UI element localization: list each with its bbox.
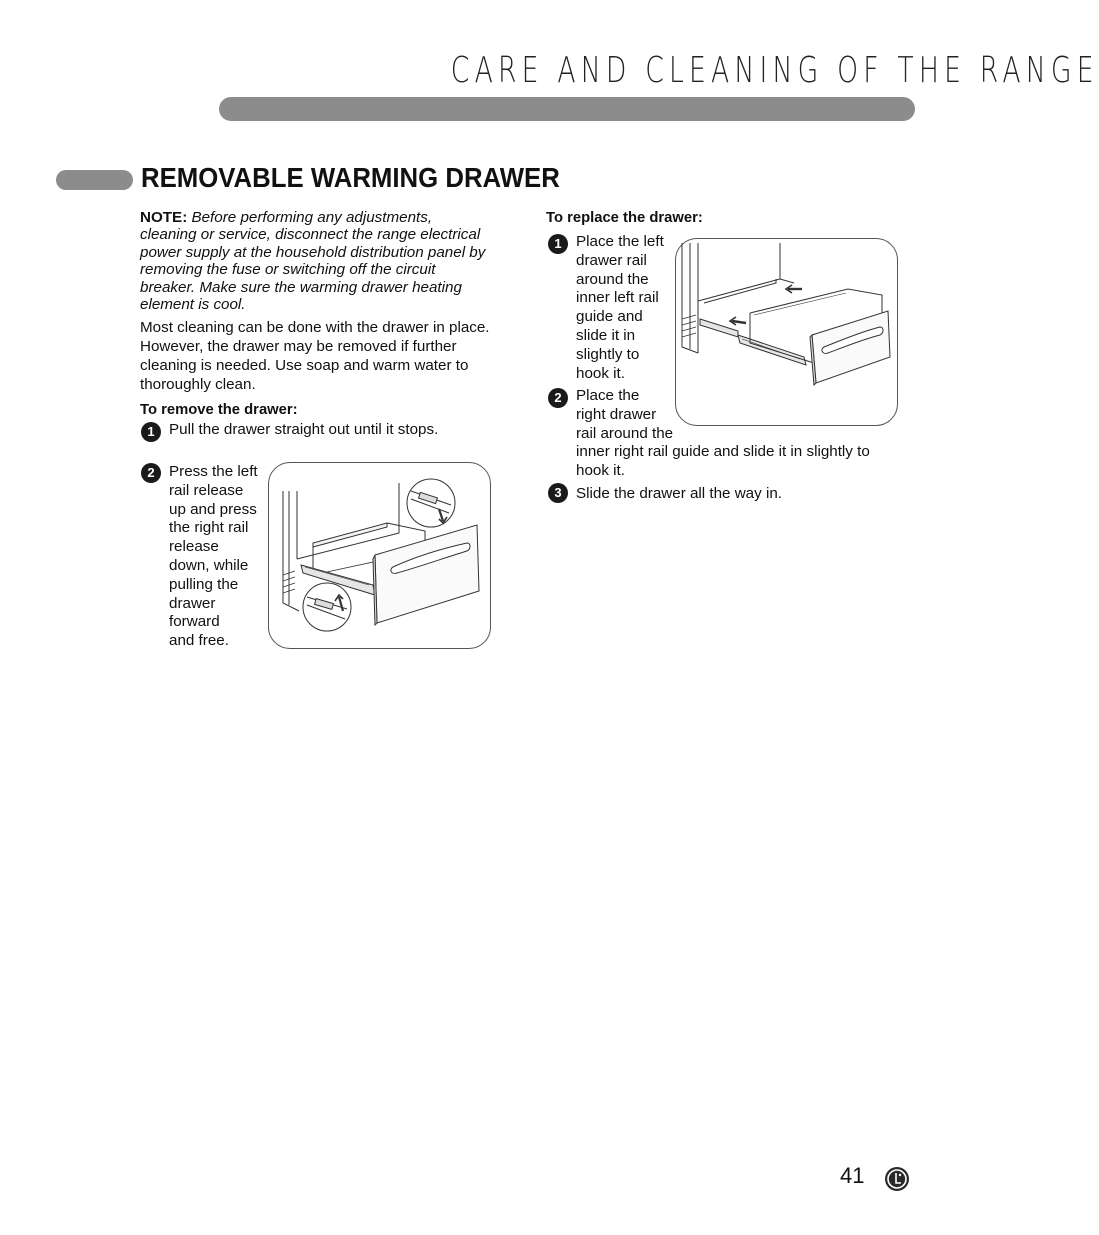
text-line: Place the left: [576, 233, 664, 250]
text-line: right drawer: [576, 405, 657, 423]
chapter-title: CARE AND CLEANING OF THE RANGE: [450, 50, 1099, 91]
replace-step-3-text: Slide the drawer all the way in.: [576, 485, 782, 502]
text-line: down, while: [169, 556, 249, 574]
text-line: inner left rail: [576, 289, 659, 307]
drawer-removal-drawing: [269, 463, 492, 650]
text-line: hook it.: [576, 364, 625, 382]
remove-step-2-text: [169, 463, 269, 651]
text-line: pulling the: [169, 575, 239, 593]
page-number: 41: [840, 1163, 865, 1188]
drawer-replacement-drawing: [676, 239, 899, 427]
section-pill: [56, 170, 133, 190]
replace-drawer-illustration: [675, 238, 898, 426]
note-label: NOTE:: [140, 209, 188, 226]
text-line: drawer rail: [576, 251, 647, 269]
remove-drawer-illustration: [268, 462, 491, 649]
replace-heading: To replace the drawer:: [546, 210, 703, 226]
text-line: rail around the: [576, 424, 674, 442]
note-paragraph: [140, 209, 490, 313]
text-line: guide and: [576, 308, 643, 326]
remove-step-1-text: Pull the drawer straight out until it stops.: [169, 421, 439, 438]
text-line: rail release: [169, 481, 244, 499]
text-line: slightly to: [576, 345, 640, 363]
text-line: around the: [576, 270, 649, 288]
text-line: Place the: [576, 387, 640, 404]
step-number-badge: 2: [548, 388, 568, 408]
remove-heading: To remove the drawer:: [140, 401, 298, 418]
header-bar: [219, 97, 915, 121]
text-line: forward: [169, 613, 220, 631]
text-line: inner right rail guide and slide it in slightly to: [576, 443, 870, 461]
text-line: release: [169, 538, 219, 556]
text-line: the right rail: [169, 519, 249, 537]
note-text: Before performing any adjustments, cleaning or service, disconnect the range electrical power supply at the household distribution panel by removing the fuse or switching off the circuit breaker. Make sure the warming drawer heating element is cool.: [140, 209, 486, 314]
step-number-badge: 1: [141, 422, 161, 442]
text-line: drawer: [169, 594, 216, 612]
text-line: hook it.: [576, 462, 625, 480]
step-number-badge: 1: [548, 234, 568, 254]
cleaning-paragraph: Most cleaning can be done with the drawer in place. However, the drawer may be removed if further cleaning is needed. Use soap and warm water to thoroughly clean.: [140, 319, 490, 393]
text-line: slide it in: [576, 326, 636, 344]
text-line: Press the left: [169, 463, 258, 480]
step-number-badge: 3: [548, 483, 568, 503]
lg-logo-icon: [884, 1166, 910, 1192]
text-line: up and press: [169, 500, 257, 518]
text-line: and free.: [169, 632, 229, 650]
replace-step-1-text: [576, 233, 676, 383]
section-title: REMOVABLE WARMING DRAWER: [141, 162, 560, 193]
step-number-badge: 2: [141, 463, 161, 483]
left-column: [140, 209, 490, 419]
